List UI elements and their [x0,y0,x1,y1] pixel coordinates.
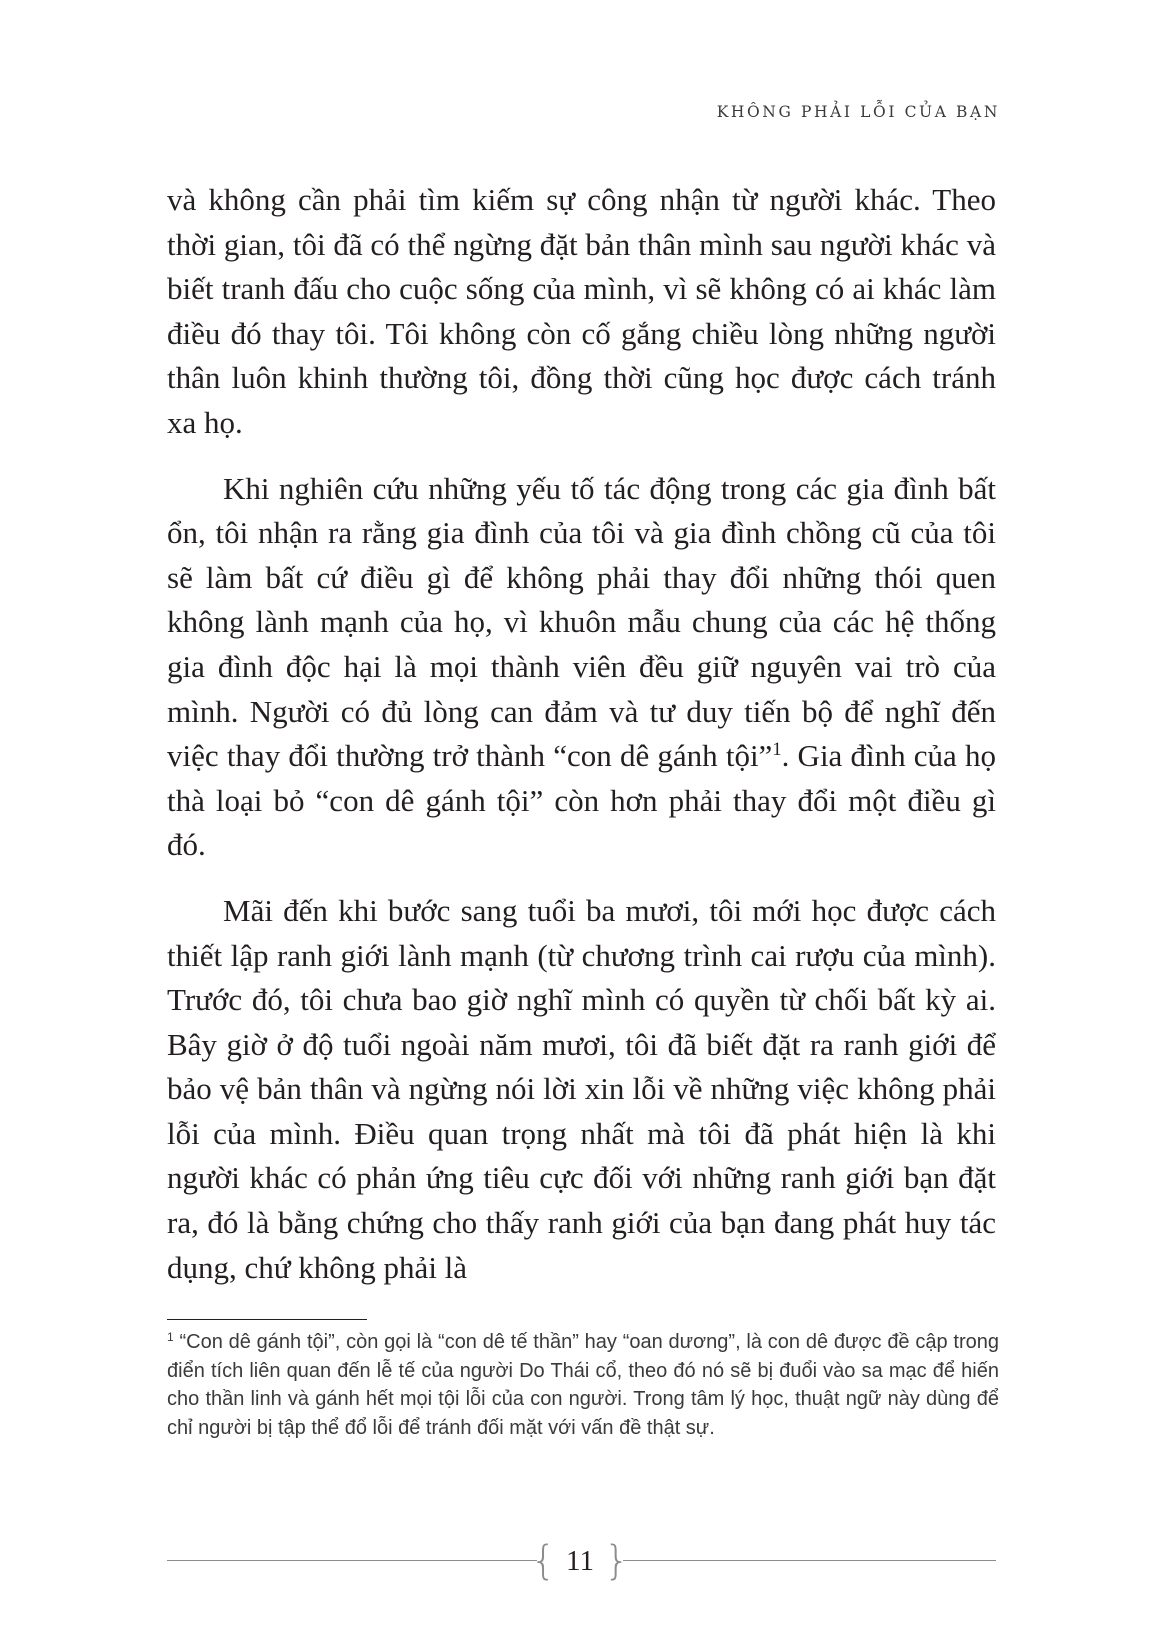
paragraph-1: và không cần phải tìm kiếm sự công nhận từ người khác. Theo thời gian, tôi đã có thể ngừng đặt bản thân mình sau người khác và biết tranh đấu cho cuộc sống của mình, vì sẽ không có ai khác làm điều đó thay tôi. Tôi không còn cố gắng chiều lòng những người thân luôn khinh thường tôi, đồng thời cũng học được cách tránh xa họ. [167,182,996,440]
paragraph-2-text-a: Khi nghiên cứu những yếu tố tác động trong các gia đình bất ổn, tôi nhận ra rằng gia đình của tôi và gia đình chồng cũ của tôi sẽ làm bất cứ điều gì để không phải thay đổi những thói quen không lành mạnh của họ, vì khuôn mẫu chung của các hệ thống gia đình độc hại là mọi thành viên đều giữ nguyên vai trò của mình. Người có đủ lòng can đảm và tư duy tiến bộ để nghĩ đến việc thay đổi thường trở thành “con dê gánh tội” [167,470,996,774]
page-number: 11 [566,1544,594,1577]
paragraph-2-text-b: . Gia đình của họ thà loại bỏ “con dê gánh tội” còn hơn phải thay đổi một điều gì đó. [167,738,997,863]
footnote-reference: 1 [772,738,782,760]
page-number-box [530,1538,630,1584]
footnote-divider [167,1319,367,1320]
footnote-marker: 1 [167,1329,174,1344]
footnote [167,1328,999,1442]
running-header: KHÔNG PHẢI LỖI CỦA BẠN [716,103,1000,121]
footer-rule-left [167,1560,537,1561]
right-brace-ornament: } [603,1538,630,1584]
left-brace-ornament: { [530,1538,557,1584]
footnote-text: “Con dê gánh tội”, còn gọi là “con dê tế thần” hay “oan dương”, là con dê được đề cập trong điển tích liên quan đến lễ tế của người Do Thái cổ, theo đó nó sẽ bị đuổi vào sa mạc để hiến cho thần linh và gánh hết mọi tội lỗi của con người. Trong tâm lý học, thuật ngữ này dùng để chỉ người bị tập thể đổ lỗi để tránh đối mặt với vấn đề thật sự. [167,1331,999,1439]
footer-rule-right [623,1560,996,1561]
paragraph-3: Mãi đến khi bước sang tuổi ba mươi, tôi mới học được cách thiết lập ranh giới lành mạnh (từ chương trình cai rượu của mình). Trước đó, tôi chưa bao giờ nghĩ mình có quyền từ chối bất kỳ ai. Bây giờ ở độ tuổi ngoài năm mươi, tôi đã biết đặt ra ranh giới để bảo vệ bản thân và ngừng nói lời xin lỗi về những việc không phải lỗi của mình. Điều quan trọng nhất mà tôi đã phát hiện là khi người khác có phản ứng tiêu cực đối với những ranh giới bạn đặt ra, đó là bằng chứng cho thấy ranh giới của bạn đang phát huy tác dụng, chứ không phải là [167,892,996,1285]
body-text [167,178,996,1311]
paragraph-2 [167,467,996,868]
